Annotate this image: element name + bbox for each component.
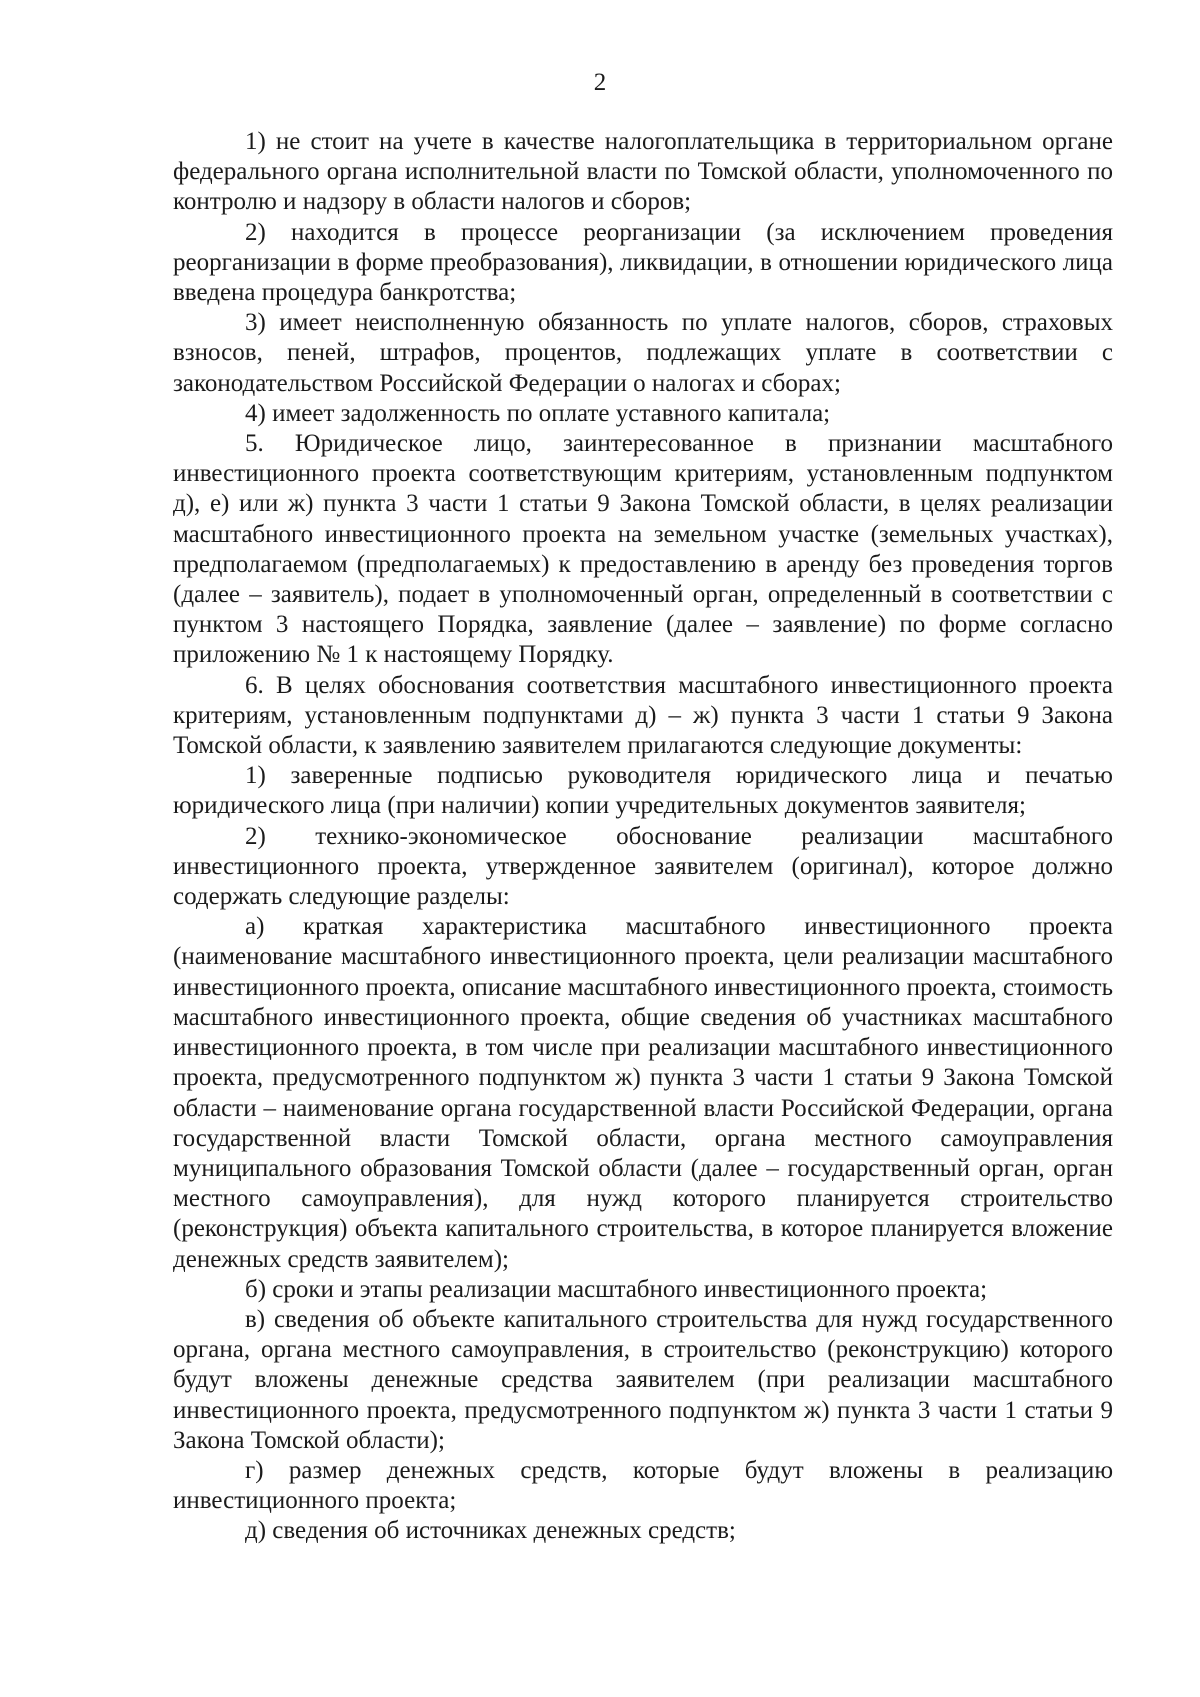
- paragraph-section-b: б) сроки и этапы реализации масштабного инвестиционного проекта;: [245, 1275, 988, 1303]
- paragraph-item-4-capital-debt: 4) имеет задолженность по оплате уставного капитала;: [245, 399, 831, 427]
- paragraph-section-a: а) краткая характеристика масштабного инвестиционного проекта (наименование масштабного инвестиционного проекта, цели реализации масштабного инвестиционного проекта, описание масштабного инвестиционного проекта, стоимость масштабного инвестиционного проекта, общие сведения об участниках масштабного инвестиционного проекта, в том числе при реализации масштабного инвестиционного проекта, предусмотренного подпунктом ж) пункта 3 части 1 статьи 9 Закона Томской области – наименование органа государственной власти Российской Федерации, органа государственной власти Томской области, органа местного самоуправления муниципального образования Томской области (далее – государственный орган, орган местного самоуправления), для нужд которого планируется строительство (реконструкция) объекта капитального строительства, в которое планируется вложение денежных средств заявителем);: [173, 913, 1113, 1273]
- paragraph-item-3-tax-obligation: 3) имеет неисполненную обязанность по уплате налогов, сборов, страховых взносов, пеней, штрафов, процентов, подлежащих уплате в соответствии с законодательством Российской Федерации о налогах и сборах;: [173, 309, 1113, 397]
- document-body: [173, 127, 1113, 1547]
- paragraph-doc-2-feasibility-study: 2) технико-экономическое обоснование реализации масштабного инвестиционного проекта, утвержденное заявителем (оригинал), которое должно содержать следующие разделы:: [173, 822, 1113, 911]
- paragraph-clause-6: 6. В целях обоснования соответствия масштабного инвестиционного проекта критериям, установленным подпунктами д) – ж) пункта 3 части 1 статьи 9 Закона Томской области, к заявлению заявителем прилагаются следующие документы:: [173, 671, 1113, 760]
- paragraph-item-2-reorganization: 2) находится в процессе реорганизации (за исключением проведения реорганизации в форме преобразования), ликвидации, в отношении юридического лица введена процедура банкротства;: [173, 218, 1113, 307]
- page-number: 2: [593, 69, 607, 96]
- paragraph-item-1-not-registered: 1) не стоит на учете в качестве налогоплательщика в территориальном органе федерального органа исполнительной власти по Томской области, уполномоченного по контролю и надзору в области налогов и сборов;: [173, 128, 1113, 216]
- paragraph-section-d: д) сведения об источниках денежных средств;: [245, 1517, 736, 1545]
- paragraph-doc-1-founding-documents: 1) заверенные подписью руководителя юридического лица и печатью юридического лица (при наличии) копии учредительных документов заявителя;: [173, 762, 1113, 820]
- paragraph-section-g: г) размер денежных средств, которые будут вложены в реализацию инвестиционного проекта;: [173, 1456, 1113, 1515]
- paragraph-section-v: в) сведения об объекте капитального строительства для нужд государственного органа, органа местного самоуправления, в строительство (реконструкцию) которого будут вложены денежные средства заявителем (при реализации масштабного инвестиционного проекта, предусмотренного подпунктом ж) пункта 3 части 1 статьи 9 Закона Томской области);: [173, 1305, 1113, 1454]
- paragraph-clause-5: 5. Юридическое лицо, заинтересованное в признании масштабного инвестиционного проекта соответствующим критериям, установленным подпунктом д), е) или ж) пункта 3 части 1 статьи 9 Закона Томской области, в целях реализации масштабного инвестиционного проекта на земельном участке (земельных участках), предполагаемом (предполагаемых) к предоставлению в аренду без проведения торгов (далее – заявитель), подает в уполномоченный орган, определенный в соответствии с пунктом 3 настоящего Порядка, заявление (далее – заявление) по форме согласно приложению № 1 к настоящему Порядку.: [173, 430, 1113, 669]
